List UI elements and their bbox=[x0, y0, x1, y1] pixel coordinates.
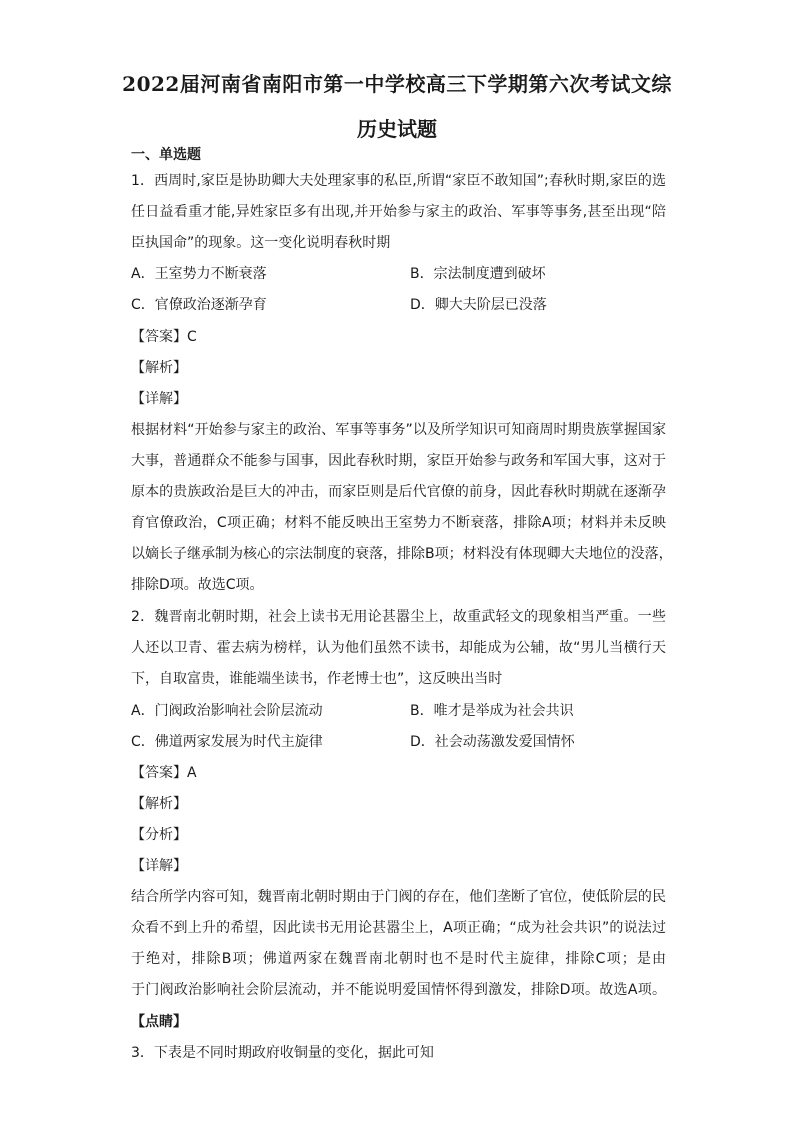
q1-detail-label: 【详解】 bbox=[131, 391, 187, 407]
q2-analysis2-label: 【分析】 bbox=[131, 827, 187, 843]
q3-stem-line: 3．下表是不同时期政府收铜量的变化，据此可知 bbox=[131, 1045, 434, 1061]
doc-subtitle: 历史试题 bbox=[357, 117, 437, 141]
q1-detail-line: 排除D项。故选C项。 bbox=[131, 577, 264, 593]
q1-analysis-label: 【解析】 bbox=[131, 360, 187, 376]
q1-option-b: B．宗法制度遭到破坏 bbox=[410, 266, 546, 282]
q1-detail-line: 根据材料“开始参与家主的政治、军事等事务”以及所学知识可知商周时期贵族掌握国家 bbox=[131, 422, 666, 438]
q1-detail-line: 以嫡长子继承制为核心的宗法制度的衰落，排除B项；材料没有体现卿大夫地位的没落， bbox=[131, 546, 673, 562]
q1-option-a: A．王室势力不断衰落 bbox=[131, 266, 267, 282]
q2-detail-label: 【详解】 bbox=[131, 858, 187, 874]
q1-stem-line: 臣执国命”的现象。这一变化说明春秋时期 bbox=[131, 235, 391, 251]
section-heading: 一、单选题 bbox=[131, 147, 201, 163]
q2-option-a: A．门阀政治影响社会阶层流动 bbox=[131, 703, 323, 719]
q1-option-d: D．卿大夫阶层已没落 bbox=[410, 297, 547, 313]
q1-detail-line: 育官僚政治，C项正确；材料不能反映出王室势力不断衰落，排除A项；材料并未反映 bbox=[131, 515, 666, 531]
q2-detail-line: 众看不到上升的希望，因此读书无用论甚嚣尘上，A项正确；“成为社会共识”的说法过 bbox=[131, 920, 666, 936]
q1-detail-line: 原本的贵族政治是巨大的冲击，而家臣则是后代官僚的前身，因此春秋时期就在逐渐孕 bbox=[131, 484, 666, 500]
q1-option-c: C．官僚政治逐渐孕育 bbox=[131, 297, 267, 313]
q2-detail-line: 结合所学内容可知，魏晋南北朝时期由于门阀的存在，他们垄断了官位，使低阶层的民 bbox=[131, 889, 666, 905]
q2-analysis-label: 【解析】 bbox=[131, 796, 187, 812]
q1-answer: 【答案】C bbox=[131, 329, 197, 345]
q2-stem-line: 人还以卫青、霍去病为榜样，认为他们虽然不读书，却能成为公辅，故“男儿当横行天 bbox=[131, 640, 666, 656]
q2-stem-line: 下，自取富贵，谁能端坐读书，作老博士也”，这反映出当时 bbox=[131, 671, 503, 687]
q1-stem-line: 1．西周时,家臣是协助卿大夫处理家事的私臣,所谓“家臣不敢知国”;春秋时期,家臣的选 bbox=[131, 173, 666, 189]
q1-detail-line: 大事，普通群众不能参与国事，因此春秋时期，家臣开始参与政务和军国大事，这对于 bbox=[131, 453, 666, 469]
q2-option-b: B．唯才是举成为社会共识 bbox=[410, 703, 574, 719]
q1-stem-line: 任日益看重才能,异姓家臣多有出现,并开始参与家主的政治、军事等事务,甚至出现“陪 bbox=[131, 204, 666, 220]
q2-comment-label: 【点睛】 bbox=[131, 1014, 187, 1030]
q2-answer: 【答案】A bbox=[131, 765, 197, 781]
q2-option-c: C．佛道两家发展为时代主旋律 bbox=[131, 734, 323, 750]
q2-stem-line: 2．魏晋南北朝时期，社会上读书无用论甚嚣尘上，故重武轻文的现象相当严重。一些 bbox=[131, 609, 666, 625]
q2-detail-line: 于门阀政治影响社会阶层流动，并不能说明爱国情怀得到激发，排除D项。故选A项。 bbox=[131, 982, 666, 998]
q2-option-d: D．社会动荡激发爱国情怀 bbox=[410, 734, 575, 750]
doc-title: 2022届河南省南阳市第一中学校高三下学期第六次考试文综 bbox=[122, 72, 672, 96]
q2-detail-line: 于绝对，排除B项；佛道两家在魏晋南北朝时也不是时代主旋律，排除C项；是由 bbox=[131, 951, 666, 967]
